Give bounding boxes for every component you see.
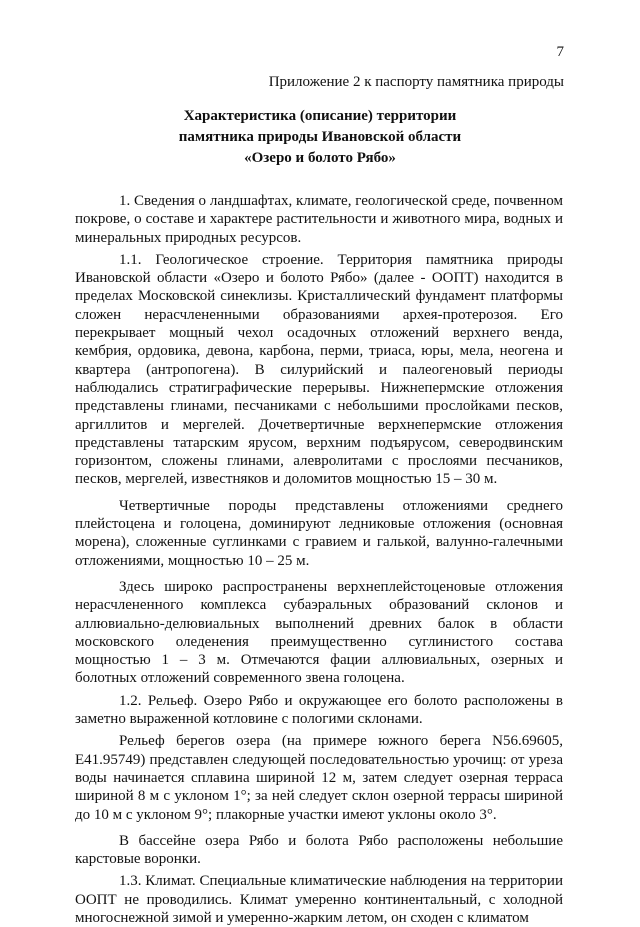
paragraph-climate: 1.3. Климат. Специальные климатические наблюдения на территории ООПТ не проводились. Климат умеренно континентальный, с холодной многоснежной зимой и умеренно-жарким летом, он сходен с климатом bbox=[75, 873, 563, 926]
title-line-3: «Озеро и болото Рябо» bbox=[244, 150, 396, 166]
document-title bbox=[0, 106, 640, 169]
paragraph-shore-relief: Рельеф берегов озера (на примере южного берега N56.69605, E41.95749) представлен следующей последовательностью урочищ: от уреза воды начинается сплавина шириной 12 м, затем следует озерная терраса шириной 8 м с уклоном 1°; за ней следует склон озерной террасы шириной до 10 м с уклоном 9°; плакорные участки имеют уклоны около 3°. bbox=[75, 733, 563, 823]
title-line-1: Характеристика (описание) территории bbox=[183, 108, 457, 124]
paragraph-upper-pleistocene: Здесь широко распространены верхнеплейстоценовые отложения нерасчлененного комплекса субаэральных образований склонов и аллювиально-делювиальных выполнений древних балок в области московского оледенения преимущественно суглинистого состава мощностью 1 – 3 м. Отмечаются фации аллювиальных, озерных и болотных отложений современного звена голоцена. bbox=[75, 578, 563, 687]
title-line-2: памятника природы Ивановской области bbox=[178, 129, 462, 145]
document-body bbox=[75, 192, 563, 927]
paragraph-quaternary: Четвертичные породы представлены отложениями среднего плейстоцена и голоцена, доминируют ледниковые отложения (основная морена), сложенные суглинками с гравием и галькой, валунно-галечными отложениями, мощностью 10 – 25 м. bbox=[75, 497, 563, 569]
paragraph-karst: В бассейне озера Рябо и болота Рябо расположены небольшие карстовые воронки. bbox=[75, 832, 563, 868]
paragraph-relief: 1.2. Рельеф. Озеро Рябо и окружающее его болото расположены в заметно выраженной котловине с пологими склонами. bbox=[75, 692, 563, 728]
paragraph-resources-intro: 1. Сведения о ландшафтах, климате, геологической среде, почвенном покрове, о составе и характере растительности и животного мира, водных и минеральных природных ресурсов. bbox=[75, 193, 563, 246]
appendix-note: Приложение 2 к паспорту памятника природы bbox=[268, 74, 564, 90]
paragraph-geology: 1.1. Геологическое строение. Территория памятника природы Ивановской области «Озеро и болото Рябо» (далее - ООПТ) находится в пределах Московской синеклизы. Кристаллический фундамент платформы сложен нерасчлененными образованиями архея-протерозоя. Его перекрывает мощный чехол осадочных отложений верхнего венда, кембрия, ордовика, девона, карбона, перми, триаса, юры, мела, неогена и квартера (антропогена). В силурийский и палеогеновый периоды наблюдались стратиграфические перерывы. Нижнепермские отложения представлены глинами, песчаниками с небольшими прослойками песков, аргиллитов и мергелей. Дочетвертичные верхнепермские отложения представлены татарским ярусом, верхним подъярусом, северодвинским горизонтом, сложены глинами, алевролитами с прослоями песчаников, песков, мергелей, известняков и доломитов мощностью 15 – 30 м. bbox=[75, 251, 563, 488]
page-number: 7 bbox=[556, 44, 564, 60]
